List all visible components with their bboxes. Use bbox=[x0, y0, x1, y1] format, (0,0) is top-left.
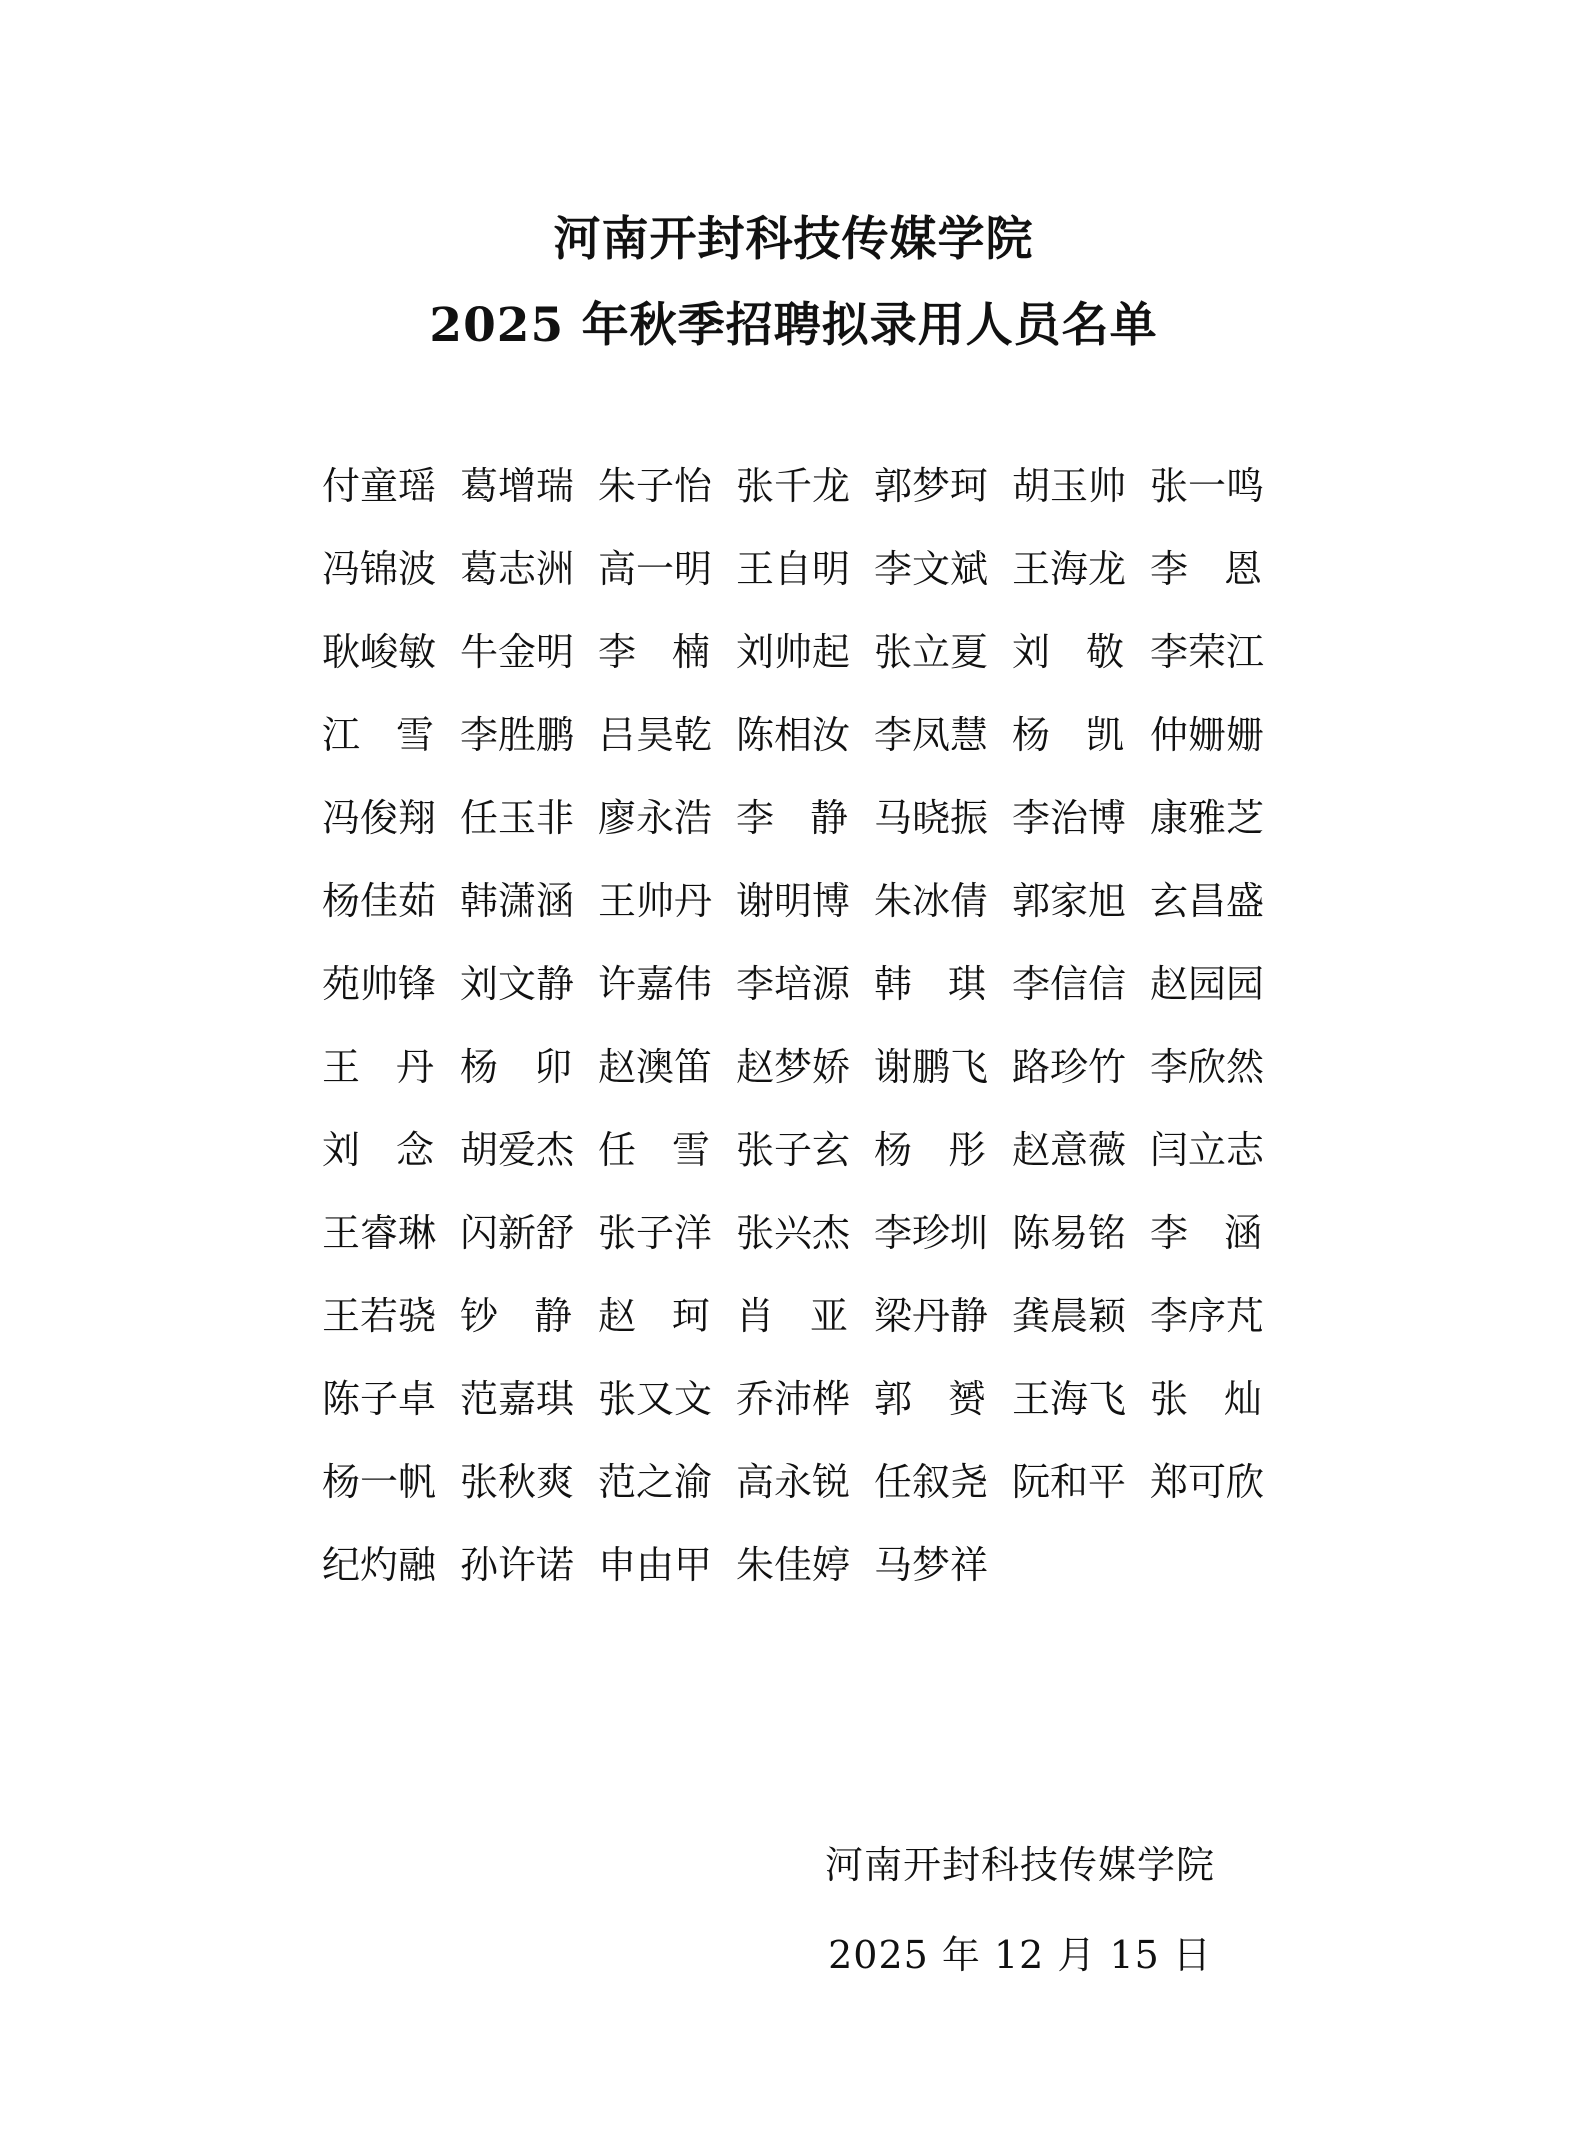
name-item: 王 若 骁 bbox=[322, 1293, 437, 1338]
name-item: 李 楠 bbox=[598, 629, 711, 674]
name-item: 玄 昌 盛 bbox=[1150, 878, 1265, 923]
name-item: 乔 沛 桦 bbox=[736, 1376, 851, 1421]
name-item: 张 灿 bbox=[1150, 1376, 1263, 1421]
name-item: 李 静 bbox=[736, 795, 849, 840]
name-item: 任 玉 非 bbox=[460, 795, 575, 840]
name-item: 申 由 甲 bbox=[598, 1542, 713, 1587]
name-row bbox=[322, 610, 1282, 693]
name-item: 李 胜 鹏 bbox=[460, 712, 575, 757]
name-item: 葛 增 瑞 bbox=[460, 463, 575, 508]
name-item: 纪 灼 融 bbox=[322, 1542, 437, 1587]
name-item: 朱 子 怡 bbox=[598, 463, 713, 508]
name-item: 杨 卯 bbox=[460, 1044, 573, 1089]
name-item: 王 海 飞 bbox=[1012, 1376, 1127, 1421]
name-row bbox=[322, 1357, 1282, 1440]
name-item: 冯 锦 波 bbox=[322, 546, 437, 591]
name-row bbox=[322, 942, 1282, 1025]
name-item: 杨 一 帆 bbox=[322, 1459, 437, 1504]
name-item: 李 珍 圳 bbox=[874, 1210, 989, 1255]
name-item: 张 秋 爽 bbox=[460, 1459, 575, 1504]
name-item: 苑 帅 锋 bbox=[322, 961, 437, 1006]
name-item: 陈 易 铭 bbox=[1012, 1210, 1127, 1255]
name-item: 张 兴 杰 bbox=[736, 1210, 851, 1255]
name-item: 郑 可 欣 bbox=[1150, 1459, 1265, 1504]
name-item: 龚 晨 颖 bbox=[1012, 1293, 1127, 1338]
name-item: 赵 意 薇 bbox=[1012, 1127, 1127, 1172]
name-item: 王 自 明 bbox=[736, 546, 851, 591]
name-item: 仲 姗 姗 bbox=[1150, 712, 1265, 757]
name-row bbox=[322, 1025, 1282, 1108]
name-item: 耿 峻 敏 bbox=[322, 629, 437, 674]
name-row bbox=[322, 859, 1282, 942]
name-item: 朱 冰 倩 bbox=[874, 878, 989, 923]
name-item: 王 睿 琳 bbox=[322, 1210, 437, 1255]
name-item: 韩 潇 涵 bbox=[460, 878, 575, 923]
name-item: 高 永 锐 bbox=[736, 1459, 851, 1504]
name-item: 李 荣 江 bbox=[1150, 629, 1265, 674]
signature-date: 2025 年 12 月 15 日 bbox=[828, 1933, 1212, 1977]
name-item: 肖 亚 bbox=[736, 1293, 849, 1338]
name-item: 郭 梦 珂 bbox=[874, 463, 989, 508]
name-item: 许 嘉 伟 bbox=[598, 961, 713, 1006]
page-subtitle: 2025 年秋季招聘拟录用人员名单 bbox=[429, 298, 1158, 353]
name-item: 高 一 明 bbox=[598, 546, 713, 591]
name-item: 王 海 龙 bbox=[1012, 546, 1127, 591]
name-item: 杨 佳 茹 bbox=[322, 878, 437, 923]
name-item: 李 培 源 bbox=[736, 961, 851, 1006]
name-item: 郭 家 旭 bbox=[1012, 878, 1127, 923]
name-item: 梁 丹 静 bbox=[874, 1293, 989, 1338]
name-item: 赵 园 园 bbox=[1150, 961, 1265, 1006]
name-item: 张 子 洋 bbox=[598, 1210, 713, 1255]
name-item: 任 雪 bbox=[598, 1127, 711, 1172]
name-item: 张 立 夏 bbox=[874, 629, 989, 674]
name-item: 朱 佳 婷 bbox=[736, 1542, 851, 1587]
name-item: 马 晓 振 bbox=[874, 795, 989, 840]
name-item: 陈 相 汝 bbox=[736, 712, 851, 757]
name-item: 陈 子 卓 bbox=[322, 1376, 437, 1421]
name-item: 谢 明 博 bbox=[736, 878, 851, 923]
name-item: 任 叙 尧 bbox=[874, 1459, 989, 1504]
name-item: 张 又 文 bbox=[598, 1376, 713, 1421]
name-item: 赵 澳 笛 bbox=[598, 1044, 713, 1089]
name-item: 李 凤 慧 bbox=[874, 712, 989, 757]
name-item: 韩 琪 bbox=[874, 961, 987, 1006]
name-row bbox=[322, 776, 1282, 859]
name-row bbox=[322, 1440, 1282, 1523]
name-item: 杨 凯 bbox=[1012, 712, 1125, 757]
name-item: 康 雅 芝 bbox=[1150, 795, 1265, 840]
name-item: 李 治 博 bbox=[1012, 795, 1127, 840]
name-item: 闪 新 舒 bbox=[460, 1210, 575, 1255]
name-item: 王 帅 丹 bbox=[598, 878, 713, 923]
name-item: 刘 文 静 bbox=[460, 961, 575, 1006]
name-item: 牛 金 明 bbox=[460, 629, 575, 674]
name-item: 王 丹 bbox=[322, 1044, 435, 1089]
name-item: 张 千 龙 bbox=[736, 463, 851, 508]
name-item: 葛 志 洲 bbox=[460, 546, 575, 591]
name-item: 范 嘉 琪 bbox=[460, 1376, 575, 1421]
name-item: 吕 昊 乾 bbox=[598, 712, 713, 757]
name-item: 李 欣 然 bbox=[1150, 1044, 1265, 1089]
name-item: 阮 和 平 bbox=[1012, 1459, 1127, 1504]
page-title: 河南开封科技传媒学院 bbox=[553, 212, 1034, 267]
name-row bbox=[322, 527, 1282, 610]
name-item: 李 信 信 bbox=[1012, 961, 1127, 1006]
name-row bbox=[322, 1274, 1282, 1357]
name-item: 廖 永 浩 bbox=[598, 795, 713, 840]
name-item: 钞 静 bbox=[460, 1293, 573, 1338]
name-item: 郭 赟 bbox=[874, 1376, 987, 1421]
name-item: 李 序 芃 bbox=[1150, 1293, 1265, 1338]
name-item: 李 涵 bbox=[1150, 1210, 1263, 1255]
name-item: 胡 爱 杰 bbox=[460, 1127, 575, 1172]
name-item: 赵 珂 bbox=[598, 1293, 711, 1338]
name-row bbox=[322, 444, 1282, 527]
name-item: 杨 彤 bbox=[874, 1127, 987, 1172]
name-item: 张 子 玄 bbox=[736, 1127, 851, 1172]
name-row bbox=[322, 1108, 1282, 1191]
name-item: 马 梦 祥 bbox=[874, 1542, 989, 1587]
name-item: 赵 梦 娇 bbox=[736, 1044, 851, 1089]
name-item: 付 童 瑶 bbox=[322, 463, 437, 508]
name-item: 江 雪 bbox=[322, 712, 435, 757]
name-row bbox=[322, 1523, 1282, 1606]
name-item: 路 珍 竹 bbox=[1012, 1044, 1127, 1089]
name-item: 谢 鹏 飞 bbox=[874, 1044, 989, 1089]
name-item: 李 文 斌 bbox=[874, 546, 989, 591]
name-item: 范 之 渝 bbox=[598, 1459, 713, 1504]
name-item: 刘 帅 起 bbox=[736, 629, 851, 674]
name-row bbox=[322, 1191, 1282, 1274]
name-item: 冯 俊 翔 bbox=[322, 795, 437, 840]
name-item: 张 一 鸣 bbox=[1150, 463, 1265, 508]
name-item: 刘 念 bbox=[322, 1127, 435, 1172]
signature-organization: 河南开封科技传媒学院 bbox=[824, 1843, 1215, 1887]
name-row bbox=[322, 693, 1282, 776]
name-item: 胡 玉 帅 bbox=[1012, 463, 1127, 508]
name-item: 李 恩 bbox=[1150, 546, 1263, 591]
name-list bbox=[322, 444, 1282, 1606]
name-item: 孙 许 诺 bbox=[460, 1542, 575, 1587]
name-item: 刘 敬 bbox=[1012, 629, 1125, 674]
name-item: 闫 立 志 bbox=[1150, 1127, 1265, 1172]
